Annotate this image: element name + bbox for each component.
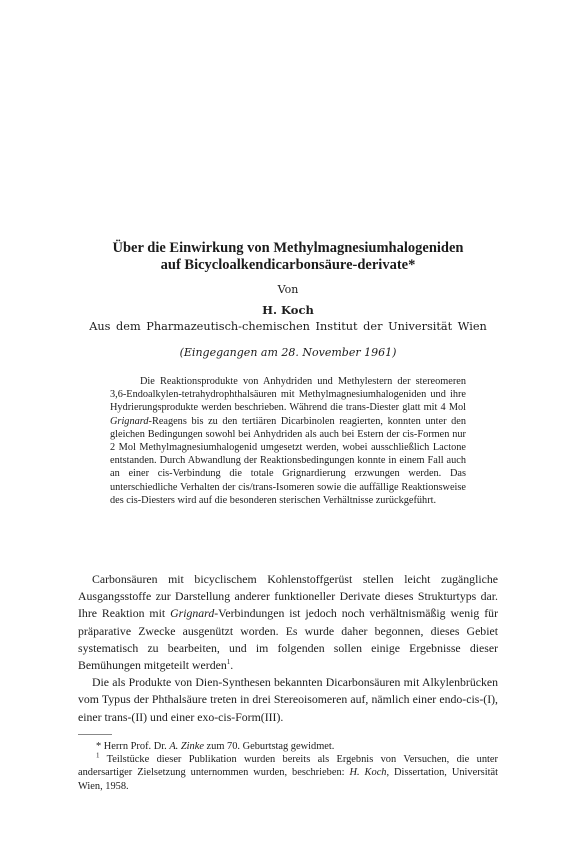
footnote-2-italic: H. Koch bbox=[349, 767, 387, 779]
abstract-text-2: -Reagens bis zu den tertiären Dicarbinolen reagierten, konnten unter den gleichen Bedingungen sowohl bei Anhydriden als auch bei Estern der cis-Formen nur 2 Mol Methylmagnesiumhalogenid umgesetzt werden, wobei ausschließlich Lactone entstanden. Durch Abwandlung der Reaktionsbedingungen konnte in einem Fall auch an einer cis-Verbindung die totale Grignardierung erzwungen werden. Das unterschiedliche Verhalten der cis/trans-Isomeren sowie die auffällige Reaktionsweise des cis-Diesters wird auf die besonderen sterischen Verhältnisse zurückgeführt. bbox=[110, 415, 466, 506]
title-line-2: auf Bicycloalkendicarbonsäure-derivate* bbox=[160, 257, 416, 273]
title-line-1: Über die Einwirkung von Methylmagnesiumhalogeniden bbox=[112, 240, 464, 256]
body-p1-text-1: Carbonsäuren mit bicyclischem Kohlenstoffgerüst stellen leicht zugängliche Ausgangsstoffe zur Darstellung anderer funktioneller Derivate dieses Strukturtyps dar. Ihre Reaktion mit bbox=[78, 572, 498, 621]
footnote-rule bbox=[78, 734, 112, 735]
body-text bbox=[78, 571, 498, 726]
footnotes bbox=[78, 740, 498, 793]
body-paragraph-1 bbox=[78, 571, 498, 674]
body-p1-end: . bbox=[230, 658, 234, 673]
abstract-italic-grignard: Grignard bbox=[110, 415, 149, 427]
abstract-text-1: Die Reaktionsprodukte von Anhydriden und Methylestern der stereomeren 3,6-Endoalkylen-tetrahydrophthalsäuren mit Methylmagnesiumhalogeniden und ihre Hydrierungsprodukte werden beschrieben. Während die trans-Diester glatt mit 4 Mol bbox=[110, 376, 466, 414]
abstract bbox=[110, 375, 466, 507]
footnote-ref-1: 1 bbox=[226, 658, 231, 667]
by-label: Von bbox=[277, 283, 299, 296]
footnote-2-text-1: Teilstücke dieser Publikation wurden bereits als Ergebnis von Versuchen, die unter andersartiger Zielsetzung unternommen wurden, beschrieben: bbox=[78, 754, 498, 779]
author-affiliation: Aus dem Pharmazeutisch-chemischen Institut der Universität Wien bbox=[89, 320, 487, 333]
body-p1-text-2: -Verbindungen ist jedoch noch verhältnismäßig wenig für präparative Zwecke ausgenützt worden. Es wurde daher begonnen, dieses Gebiet systematisch zu bearbeiten, und im folgenden sollen einige Ergebnisse dieser Bemühungen mitgeteilt werden bbox=[78, 606, 498, 673]
body-paragraph-2: Die als Produkte von Dien-Synthesen bekannten Dicarbonsäuren mit Alkylenbrücken vom Typus der Phthalsäure treten in drei Stereoisomeren auf, nämlich einer endo-cis-(I), einer trans-(II) und einer exo-cis-Form(III). bbox=[78, 675, 498, 724]
footnote-1-mark: * bbox=[96, 741, 102, 752]
body-p1-italic: Grignard bbox=[170, 606, 215, 621]
footnote-2 bbox=[78, 753, 498, 793]
paper-title bbox=[78, 240, 498, 274]
footnote-2-mark: 1 bbox=[96, 751, 100, 760]
footnote-1 bbox=[78, 740, 498, 753]
footnote-1-text-2: zum 70. Geburtstag gewidmet. bbox=[203, 741, 335, 752]
author-name: H. Koch bbox=[262, 303, 314, 317]
received-date: (Eingegangen am 28. November 1961) bbox=[179, 346, 397, 359]
footnote-1-italic: A. Zinke bbox=[169, 741, 204, 752]
footnote-1-text-1: Herrn Prof. Dr. bbox=[101, 741, 170, 752]
paper-page bbox=[78, 0, 498, 864]
footnote-2-text-2: , Dissertation, Universität Wien, 1958. bbox=[78, 767, 498, 792]
